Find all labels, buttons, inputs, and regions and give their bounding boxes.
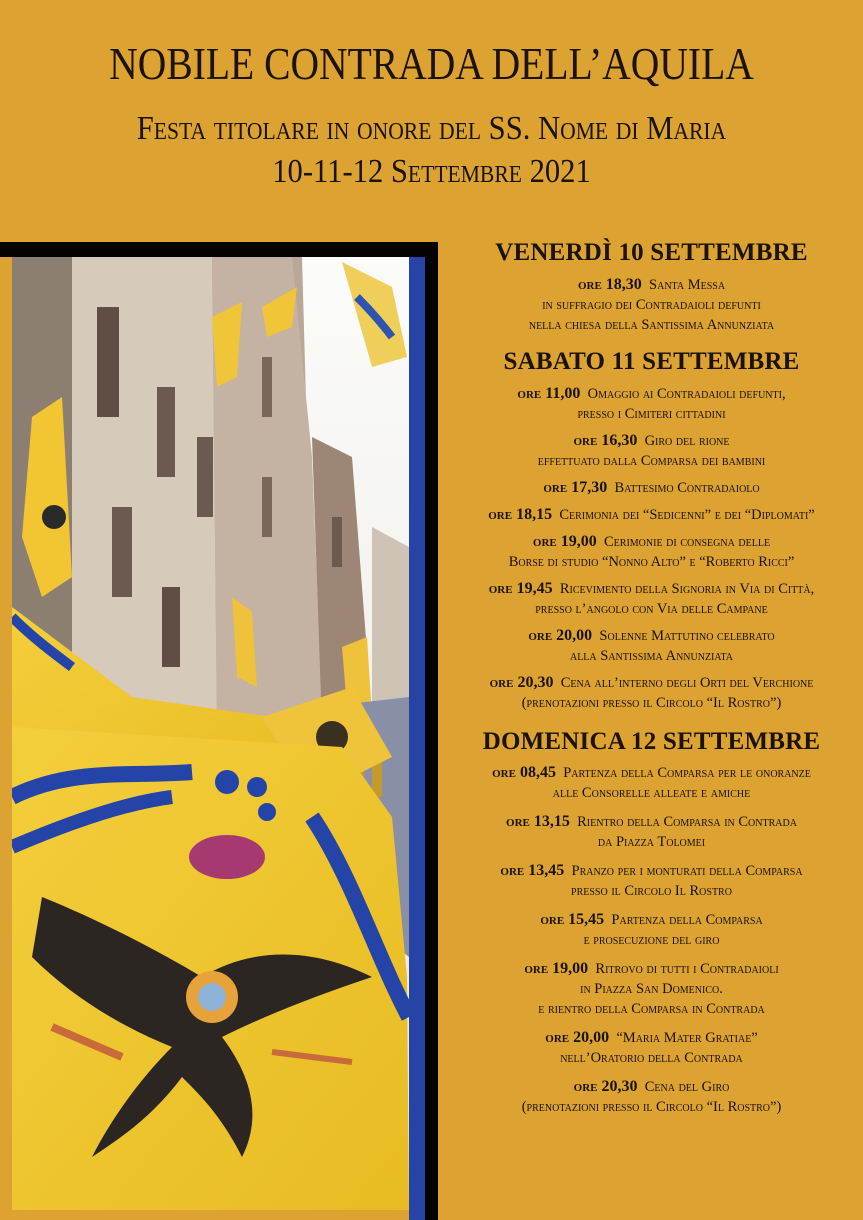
event-text: Ricevimento della Signoria in Via di Città,	[559, 581, 815, 597]
event-item	[440, 275, 863, 335]
photo-frame-black-strip	[425, 257, 438, 1220]
event-item	[440, 910, 863, 950]
event-time: ore 11,00	[517, 385, 581, 402]
event-text: Cena del Giro	[644, 1079, 730, 1095]
event-text: e rientro della Comparsa in Contrada	[538, 1001, 765, 1017]
event-item	[440, 1028, 863, 1068]
event-text: Cerimonie di consegna delle	[604, 534, 771, 550]
event-text: Partenza della Comparsa per le onoranze	[563, 765, 811, 781]
event-text: Cerimonia dei “Sedicenni” e dei “Diplomati”	[559, 507, 815, 523]
event-text: effettuato dalla Comparsa dei bambini	[537, 453, 766, 469]
event-text: Borse di studio “Nonno Alto” e “Roberto Ricci”	[508, 554, 795, 570]
event-text: Battesimo Contradaiolo	[614, 480, 760, 496]
flag-bearers-photo	[12, 257, 409, 1210]
event-text: presso l’angolo con Via delle Campane	[535, 601, 768, 617]
day-section-friday	[440, 238, 863, 335]
event-text: Pranzo per i monturati della Comparsa	[571, 863, 803, 879]
event-time: ore 19,00	[524, 960, 589, 977]
event-text: Solenne Mattutino celebrato	[599, 628, 775, 644]
event-time: ore 19,00	[532, 533, 597, 550]
event-time: ore 16,30	[573, 432, 638, 449]
event-item	[440, 384, 863, 424]
event-text: da Piazza Tolomei	[597, 834, 706, 850]
event-item	[440, 505, 863, 525]
event-time: ore 08,45	[492, 764, 556, 781]
event-time: ore 17,30	[543, 479, 608, 496]
event-text: Rientro della Comparsa in Contrada	[577, 814, 797, 830]
event-item	[440, 579, 863, 619]
event-text: Cena all’interno degli Orti del Verchione	[560, 675, 814, 691]
event-schedule	[440, 232, 863, 1117]
event-item	[440, 532, 863, 572]
event-text: alle Consorelle alleate e amiche	[552, 785, 751, 801]
event-time: ore 13,45	[500, 862, 565, 879]
event-time: ore 20,00	[545, 1029, 610, 1046]
event-text: nella chiesa della Santissima Annunziata	[528, 317, 775, 333]
event-text: in suffragio dei Contradaioli defunti	[542, 297, 761, 313]
event-text: presso i Cimiteri cittadini	[577, 406, 726, 422]
day-heading: VENERDÌ 10 SETTEMBRE	[495, 239, 808, 266]
event-text: (prenotazioni presso il Circolo “Il Rostro”)	[521, 1099, 782, 1115]
event-text: in Piazza San Domenico.	[580, 981, 723, 997]
event-item	[440, 812, 863, 852]
event-text: Partenza della Comparsa	[611, 912, 763, 928]
event-time: ore 20,00	[528, 627, 593, 644]
event-time: ore 20,30	[573, 1078, 638, 1095]
event-item	[440, 431, 863, 471]
photo-icon	[12, 257, 409, 1210]
poster-dates: 10-11-12 Settembre 2021	[272, 153, 591, 190]
event-text: Ritrovo di tutti i Contradaioli	[595, 961, 779, 977]
poster-subtitle: Festa titolare in onore del SS. Nome di Maria	[136, 110, 727, 147]
event-time: ore 20,30	[489, 674, 554, 691]
event-text: nell’Oratorio della Contrada	[560, 1050, 743, 1066]
event-time: ore 18,30	[577, 276, 642, 293]
event-text: alla Santissima Annunziata	[569, 648, 734, 664]
event-item	[440, 626, 863, 666]
event-text: “Maria Mater Gratiae”	[616, 1030, 758, 1046]
event-item	[440, 673, 863, 713]
poster-title: NOBILE CONTRADA DELL’AQUILA	[109, 38, 754, 89]
event-item	[440, 1077, 863, 1117]
event-text: e prosecuzione del giro	[583, 932, 720, 948]
event-text: (prenotazioni presso il Circolo “Il Rostro”)	[521, 695, 782, 711]
event-item	[440, 763, 863, 803]
photo-frame-top	[0, 242, 438, 257]
event-text: Santa Messa	[649, 277, 726, 293]
photo-frame-blue-strip	[409, 257, 425, 1220]
day-section-sunday	[440, 727, 863, 1117]
event-text: presso il Circolo Il Rostro	[571, 883, 732, 899]
day-section-saturday	[440, 347, 863, 713]
day-heading: SABATO 11 SETTEMBRE	[503, 348, 800, 375]
event-item	[440, 478, 863, 498]
event-text: Giro del rione	[644, 433, 730, 449]
event-text: Omaggio ai Contradaioli defunti,	[587, 386, 786, 402]
event-time: ore 13,15	[506, 813, 570, 830]
event-time: ore 15,45	[540, 911, 605, 928]
event-item	[440, 861, 863, 901]
day-heading: DOMENICA 12 SETTEMBRE	[482, 728, 821, 755]
event-time: ore 18,15	[488, 506, 553, 523]
event-time: ore 19,45	[488, 580, 553, 597]
event-item	[440, 959, 863, 1019]
